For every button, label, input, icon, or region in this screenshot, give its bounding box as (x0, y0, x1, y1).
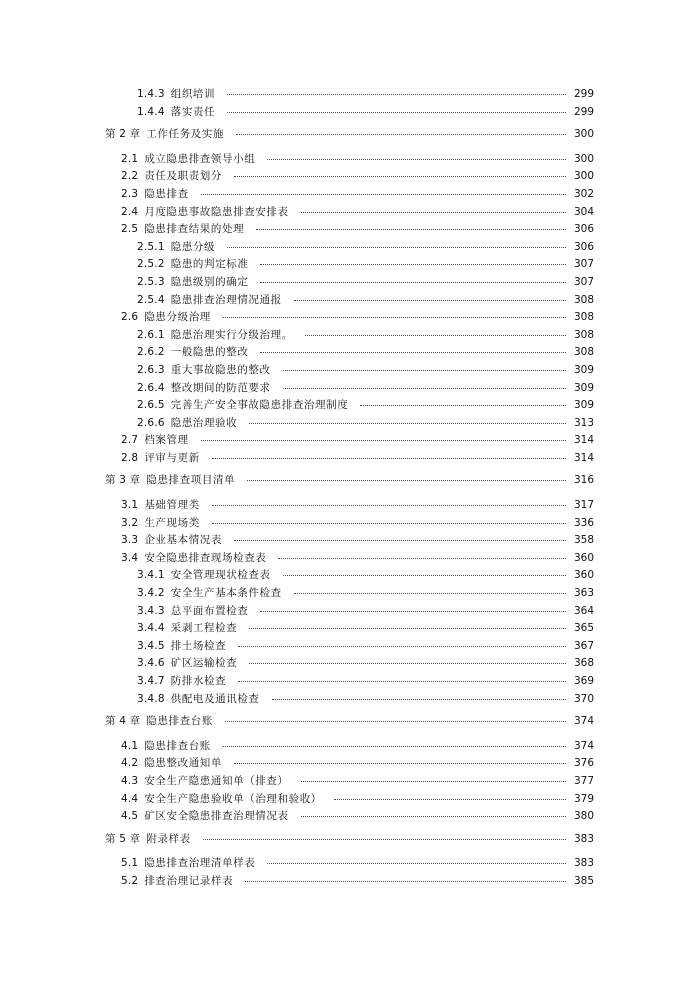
toc-entry-title: 防排水检查 (170, 675, 227, 687)
toc-entry-title: 一般隐患的整改 (170, 346, 249, 359)
toc-entry[interactable] (0, 755, 700, 773)
toc-entry-number: 2.2 (121, 170, 139, 183)
toc-entry-number: 2.4 (121, 205, 139, 218)
toc-entry-title: 安全生产隐患通知单（排查） (144, 774, 289, 787)
dot-leader (267, 158, 566, 160)
toc-entry-number: 4.3 (121, 774, 139, 787)
dot-leader (201, 439, 566, 441)
toc-entry-title: 隐患排查治理情况通报 (170, 293, 282, 306)
toc-page-number: 308 (573, 311, 594, 324)
dot-leader (223, 745, 566, 747)
dot-leader (294, 592, 566, 594)
toc-entry-number: 3.1 (121, 499, 139, 512)
toc-entry-number: 3.4.3 (137, 604, 165, 617)
toc-entry[interactable] (0, 397, 700, 415)
toc-page-number: 314 (573, 451, 594, 464)
toc-page-number: 379 (573, 792, 594, 805)
dot-leader (294, 299, 566, 301)
dot-leader (249, 627, 566, 629)
toc-entry-number: 4.1 (121, 739, 139, 752)
dot-leader (283, 387, 566, 389)
dot-leader (267, 862, 566, 864)
toc-entry-title: 安全生产基本条件检查 (170, 587, 282, 600)
toc-entry-title: 工作任务及实施 (146, 128, 225, 141)
toc-entry-title: 安全生产隐患验收单（治理和验收） (144, 792, 322, 805)
toc-entry-title: 整改期间的防范要求 (170, 381, 271, 394)
toc-entry-title: 评审与更新 (144, 451, 200, 464)
toc-chapter-entry[interactable] (0, 472, 700, 490)
toc-page-number: 376 (573, 757, 594, 770)
toc-entry-number: 5.1 (121, 857, 139, 870)
toc-page-number: 300 (573, 152, 594, 165)
toc-entry-title: 档案管理 (144, 434, 189, 447)
toc-entry[interactable] (0, 655, 700, 673)
toc-entry[interactable] (0, 585, 700, 603)
toc-entry-title: 月度隐患事故隐患排查安排表 (144, 205, 289, 218)
dot-leader (260, 351, 566, 353)
toc-page-number: 364 (573, 604, 594, 617)
toc-entry[interactable] (0, 239, 700, 257)
toc-entry-title: 隐患整改通知单 (144, 757, 223, 770)
toc-entry[interactable] (0, 808, 700, 826)
toc-entry-title: 隐患排查 (144, 187, 189, 200)
toc-page-number: 306 (573, 240, 594, 253)
dot-leader (260, 281, 566, 283)
dot-leader (256, 228, 566, 230)
toc-page-number: 358 (573, 534, 594, 547)
toc-entry-title: 重大事故隐患的整改 (170, 363, 271, 376)
toc-entry-number: 4.4 (121, 792, 139, 805)
toc-entry-title: 供配电及通讯检查 (170, 692, 260, 705)
toc-entry-number: 2.5.4 (137, 293, 165, 306)
toc-entry-title: 完善生产安全事故隐患排查治理制度 (170, 399, 349, 412)
toc-page-number: 308 (573, 328, 594, 341)
toc-page-number: 308 (573, 346, 594, 359)
toc-entry-number: 3.4 (121, 551, 139, 564)
toc-entry[interactable] (0, 567, 700, 585)
toc-entry-title: 企业基本情况表 (144, 534, 223, 547)
toc-page-number: 299 (573, 105, 594, 118)
toc-entry-title: 隐患分级治理 (144, 311, 211, 324)
toc-entry[interactable] (0, 738, 700, 756)
toc-entry-number: 2.6.4 (137, 381, 165, 394)
toc-entry-number: 3.4.8 (137, 692, 165, 705)
toc-entry-title: 隐患级别的确定 (170, 275, 249, 288)
dot-leader (203, 838, 566, 840)
toc-entry[interactable] (0, 344, 700, 362)
toc-entry[interactable] (0, 309, 700, 327)
toc-entry-number: 2.6.6 (137, 416, 165, 429)
toc-entry-title: 成立隐患排查领导小组 (144, 152, 256, 165)
toc-entry[interactable] (0, 86, 700, 104)
toc-entry-number: 1.4.4 (137, 105, 165, 118)
dot-leader (201, 193, 566, 195)
toc-page-number: 369 (573, 675, 594, 687)
toc-page-number: 302 (573, 187, 594, 200)
toc-page-number: 314 (573, 434, 594, 447)
dot-leader (212, 522, 566, 524)
toc-entry-number: 3.4.2 (137, 587, 165, 600)
toc-entry-number: 5.2 (121, 874, 139, 887)
toc-entry-number: 2.8 (121, 451, 139, 464)
toc-entry[interactable] (0, 691, 700, 709)
dot-leader (238, 680, 566, 682)
dot-leader (225, 720, 566, 722)
toc-entry[interactable] (0, 168, 700, 186)
dot-leader (360, 404, 566, 406)
toc-entry-title: 排查治理记录样表 (144, 874, 234, 887)
toc-entry-title: 排土场检查 (170, 639, 227, 652)
toc-page-number: 380 (573, 810, 594, 823)
toc-entry-title: 基础管理类 (144, 499, 200, 512)
dot-leader (301, 780, 566, 782)
dot-leader (245, 880, 566, 882)
toc-entry[interactable] (0, 450, 700, 468)
toc-page-number: 316 (573, 474, 594, 487)
toc-entry-number: 3.4.4 (137, 622, 165, 635)
toc-entry[interactable] (0, 415, 700, 433)
toc-page-number: 304 (573, 205, 594, 218)
toc-entry[interactable] (0, 603, 700, 621)
dot-leader (305, 334, 566, 336)
toc-chapter-entry[interactable] (0, 126, 700, 144)
dot-leader (247, 479, 566, 481)
dot-leader (234, 762, 566, 764)
toc-page-number: 374 (573, 739, 594, 752)
toc-entry[interactable] (0, 673, 700, 691)
dot-leader (236, 133, 566, 135)
toc-entry-title: 矿区安全隐患排查治理情况表 (144, 810, 289, 823)
toc-entry-title: 安全管理现状检查表 (170, 569, 271, 582)
toc-entry-number: 第 3 章 (105, 474, 141, 487)
toc-entry-number: 2.6.2 (137, 346, 165, 359)
toc-page-number: 365 (573, 622, 594, 635)
toc-chapter-entry[interactable] (0, 713, 700, 731)
dot-leader (227, 111, 566, 113)
dot-leader (238, 645, 566, 647)
toc-page-number: 377 (573, 774, 594, 787)
toc-entry-title: 附录样表 (146, 832, 191, 845)
toc-page-number: 309 (573, 363, 594, 376)
toc-entry-number: 2.6.3 (137, 363, 165, 376)
toc-page-number: 363 (573, 587, 594, 600)
toc-entry-number: 4.5 (121, 810, 139, 823)
dot-leader (272, 698, 566, 700)
table-of-contents (0, 86, 700, 891)
toc-entry-number: 2.1 (121, 152, 139, 165)
toc-page-number: 317 (573, 499, 594, 512)
toc-page-number: 307 (573, 258, 594, 271)
toc-entry-title: 隐患治理实行分级治理。 (170, 328, 293, 341)
dot-leader (227, 93, 566, 95)
dot-leader (260, 263, 566, 265)
toc-entry[interactable] (0, 773, 700, 791)
toc-entry[interactable] (0, 104, 700, 122)
toc-entry-title: 落实责任 (170, 105, 216, 118)
toc-entry[interactable] (0, 204, 700, 222)
toc-entry[interactable] (0, 380, 700, 398)
toc-entry[interactable] (0, 432, 700, 450)
toc-entry-number: 2.7 (121, 434, 139, 447)
toc-page-number: 360 (573, 569, 594, 582)
dot-leader (260, 610, 566, 612)
toc-entry-title: 矿区运输检查 (170, 657, 238, 670)
toc-entry[interactable] (0, 855, 700, 873)
toc-entry-title: 组织培训 (170, 88, 216, 100)
toc-entry-number: 3.4.1 (137, 569, 165, 582)
toc-entry-title: 总平面布置检查 (170, 604, 249, 617)
dot-leader (334, 798, 566, 800)
toc-page-number: 374 (573, 715, 594, 728)
toc-entry-number: 2.3 (121, 187, 139, 200)
dot-leader (212, 457, 566, 459)
toc-entry-number: 2.5.2 (137, 258, 165, 271)
toc-page-number: 383 (573, 832, 594, 845)
toc-entry-number: 第 5 章 (105, 832, 141, 845)
toc-page-number: 385 (573, 874, 594, 887)
toc-entry[interactable] (0, 186, 700, 204)
toc-entry-number: 2.6.1 (137, 328, 165, 341)
toc-entry[interactable] (0, 515, 700, 533)
toc-entry-title: 隐患排查项目清单 (146, 474, 236, 487)
dot-leader (223, 316, 566, 318)
toc-entry[interactable] (0, 638, 700, 656)
toc-page-number: 336 (573, 516, 594, 529)
toc-page-number: 370 (573, 692, 594, 705)
toc-entry-title: 隐患治理验收 (170, 416, 238, 429)
toc-entry-title: 隐患分级 (170, 240, 216, 253)
toc-entry-number: 2.6.5 (137, 399, 165, 412)
toc-entry-title: 生产现场类 (144, 516, 200, 529)
toc-entry-title: 隐患排查治理清单样表 (144, 857, 256, 870)
toc-entry[interactable] (0, 620, 700, 638)
toc-page-number: 367 (573, 639, 594, 652)
dot-leader (234, 175, 566, 177)
toc-entry[interactable] (0, 292, 700, 310)
toc-page-number: 383 (573, 857, 594, 870)
toc-page-number: 300 (573, 128, 594, 141)
dot-leader (249, 662, 566, 664)
toc-entry-number: 4.2 (121, 757, 139, 770)
toc-entry-number: 第 4 章 (105, 715, 141, 728)
toc-entry-number: 第 2 章 (105, 128, 141, 141)
toc-entry[interactable] (0, 151, 700, 169)
dot-leader (227, 246, 566, 248)
toc-entry-number: 3.4.7 (137, 675, 165, 687)
toc-entry-number: 1.4.3 (137, 88, 165, 100)
toc-page-number: 313 (573, 416, 594, 429)
toc-entry-number: 2.5.1 (137, 240, 165, 253)
toc-chapter-entry[interactable] (0, 831, 700, 849)
toc-page-number: 306 (573, 223, 594, 236)
toc-page-number: 307 (573, 275, 594, 288)
toc-page-number: 360 (573, 551, 594, 564)
toc-entry[interactable] (0, 791, 700, 809)
dot-leader (212, 504, 566, 506)
toc-page-number: 309 (573, 399, 594, 412)
dot-leader (278, 557, 566, 559)
toc-entry[interactable] (0, 256, 700, 274)
toc-entry[interactable] (0, 362, 700, 380)
toc-entry-title: 安全隐患排查现场检查表 (144, 551, 267, 564)
toc-page-number: 300 (573, 170, 594, 183)
dot-leader (301, 211, 566, 213)
toc-entry-title: 隐患排查台账 (146, 715, 213, 728)
toc-page-number: 308 (573, 293, 594, 306)
toc-page-number: 309 (573, 381, 594, 394)
toc-entry[interactable] (0, 497, 700, 515)
toc-entry[interactable] (0, 221, 700, 239)
toc-entry-title: 隐患排查结果的处理 (144, 223, 245, 236)
toc-entry-number: 3.2 (121, 516, 139, 529)
toc-entry-number: 3.4.6 (137, 657, 165, 670)
toc-entry-title: 隐患的判定标准 (170, 258, 249, 271)
toc-entry[interactable] (0, 873, 700, 891)
dot-leader (249, 422, 566, 424)
dot-leader (283, 574, 566, 576)
toc-entry[interactable] (0, 274, 700, 292)
toc-entry[interactable] (0, 532, 700, 550)
toc-entry-number: 2.5 (121, 223, 139, 236)
toc-entry[interactable] (0, 327, 700, 345)
toc-entry-number: 2.5.3 (137, 275, 165, 288)
dot-leader (301, 815, 566, 817)
toc-entry-title: 责任及职责划分 (144, 170, 223, 183)
dot-leader (283, 369, 566, 371)
toc-page-number: 368 (573, 657, 594, 670)
toc-entry-number: 3.4.5 (137, 639, 165, 652)
toc-entry[interactable] (0, 550, 700, 568)
toc-entry-title: 采剥工程检查 (170, 622, 238, 635)
toc-entry-title: 隐患排查台账 (144, 739, 211, 752)
toc-entry-number: 2.6 (121, 311, 139, 324)
toc-page-number: 299 (573, 88, 594, 100)
toc-entry-number: 3.3 (121, 534, 139, 547)
dot-leader (234, 539, 566, 541)
